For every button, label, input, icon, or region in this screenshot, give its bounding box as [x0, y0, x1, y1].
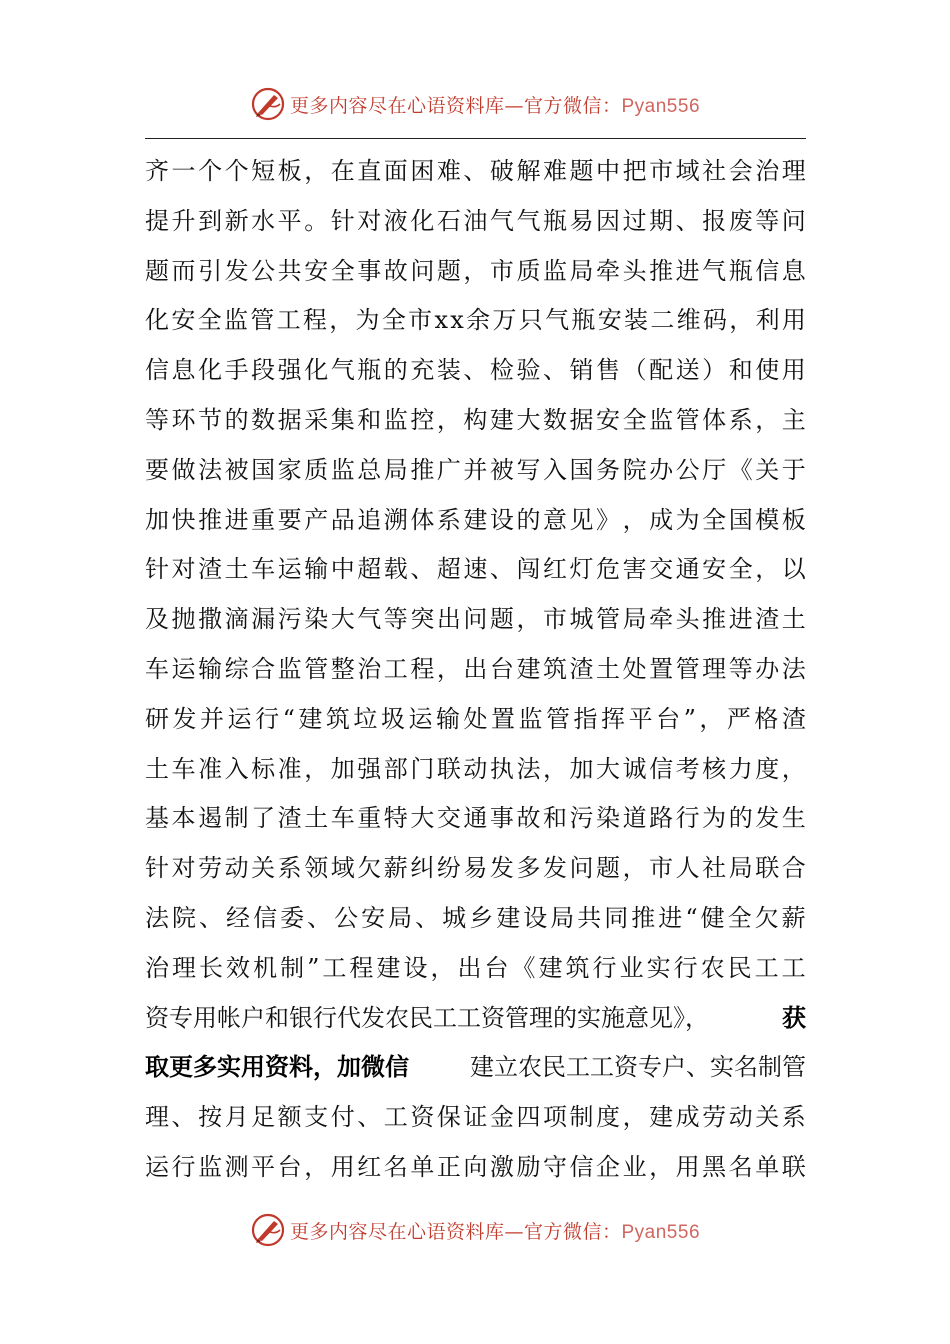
text-line-15 [145, 844, 806, 894]
pen-logo-icon [250, 1212, 286, 1248]
line-text: 运 行 监 测 平 台 ， 用 红 名 单 正 向 激 励 守 信 企 业 ， 用 黑 名 单 联 [145, 1152, 806, 1181]
line-text: 针 对 渣 土 车 运 输 中 超 载 、 超 速 、 闯 红 灯 危 害 交 通 安 全 ， 以 [145, 555, 806, 584]
header-brand-text: 更多内容尽在心语资料库—官方微信：Pyan556 [289, 94, 701, 117]
ad-text-end: 取更多实用资料，加微信 [145, 1053, 409, 1082]
line-text: 齐 一 个 个 短 板 ， 在 直 面 困 难 、 破 解 难 题 中 把 市 域 社 会 治 理 [145, 157, 806, 185]
text-line-19: 取更多实用资料，加微信 建立农民工工资专户、实名制管 [145, 1043, 806, 1093]
text-line-12 [145, 695, 806, 745]
line-text: 研 发 并 运 行 “ 建 筑 垃 圾 运 输 处 置 监 管 指 挥 平 台 ” ， 严 格 渣 [145, 704, 806, 733]
line-text: 基 本 遏 制 了 渣 土 车 重 特 大 交 通 事 故 和 污 染 道 路 行 为 的 发 生 [145, 804, 806, 833]
text-line-17 [145, 944, 806, 994]
line-text: 等 环 节 的 数 据 采 集 和 监 控 ， 构 建 大 数 据 安 全 监 管 体 系 ， 主 [145, 405, 806, 434]
text-line-5 [145, 346, 806, 396]
text-line-13 [145, 745, 806, 795]
header-banner [0, 84, 950, 124]
line-text: 理 、 按 月 足 额 支 付 、 工 资 保 证 金 四 项 制 度 ， 建 成 劳 动 关 系 [145, 1103, 806, 1132]
ad-text-start: 获 [782, 1003, 806, 1032]
line-text: 针 对 劳 动 关 系 领 域 欠 薪 纠 纷 易 发 多 发 问 题 ， 市 人 社 局 联 合 [145, 854, 806, 883]
line-text: 信 息 化 手 段 强 化 气 瓶 的 充 装 、 检 验 、 销 售 （ 配 送 ） 和 使 用 [145, 356, 806, 385]
line-text: 车 运 输 综 合 监 管 整 治 工 程 ， 出 台 建 筑 渣 土 处 置 管 理 等 办 法 [145, 654, 806, 683]
text-line-10 [145, 595, 806, 645]
text-line-20 [145, 1093, 806, 1143]
text-line-11 [145, 645, 806, 695]
text-line-3 [145, 247, 806, 297]
text-line-16 [145, 894, 806, 944]
line-text: 治 理 长 效 机 制 ” 工 程 建 设 ， 出 台 《 建 筑 行 业 实 行 农 民 工 工 [145, 953, 806, 982]
footer-brand-text: 更多内容尽在心语资料库—官方微信：Pyan556 [289, 1220, 701, 1243]
pen-logo-icon [250, 86, 286, 122]
text-line-14 [145, 794, 806, 844]
document-body [145, 147, 806, 1193]
text-line-4 [145, 296, 806, 346]
line-text: 要 做 法 被 国 家 质 监 总 局 推 广 并 被 写 入 国 务 院 办 公 厅 《 关 于 [145, 455, 806, 484]
line-text: 及 抛 撒 滴 漏 污 染 大 气 等 突 出 问 题 ， 市 城 管 局 牵 头 推 进 渣 土 [145, 605, 806, 634]
text-line-7 [145, 446, 806, 496]
text-line-2 [145, 197, 806, 247]
text-line-6 [145, 396, 806, 446]
line-text: 提 升 到 新 水 平 。 针 对 液 化 石 油 气 气 瓶 易 因 过 期 、 报 废 等 问 [145, 206, 806, 235]
text-line-18: 资专用帐户和银行代发农民工工资管理的实施意见》， 获 [145, 994, 806, 1044]
text-line-1 [145, 147, 806, 197]
line-text: 加 快 推 进 重 要 产 品 追 溯 体 系 建 设 的 意 见 》 ， 成 为 全 国 模 板 [145, 505, 806, 534]
footer-banner [0, 1210, 950, 1250]
text-line-9 [145, 545, 806, 595]
text-line-8 [145, 496, 806, 546]
line-text: 法 院 、 经 信 委 、 公 安 局 、 城 乡 建 设 局 共 同 推 进 “ 健 全 欠 薪 [145, 903, 806, 932]
text-line-21 [145, 1143, 806, 1193]
line-text: 土 车 准 入 标 准 ， 加 强 部 门 联 动 执 法 ， 加 大 诚 信 考 核 力 度 ， [145, 754, 806, 783]
header-divider [145, 138, 806, 139]
line-text: 化 安 全 监 管 工 程 ， 为 全 市 x x 余 万 只 气 瓶 安 装 二 维 码 ， 利 用 [145, 306, 806, 335]
line-text: 题 而 引 发 公 共 安 全 事 故 问 题 ， 市 质 监 局 牵 头 推 进 气 瓶 信 息 [145, 256, 806, 285]
